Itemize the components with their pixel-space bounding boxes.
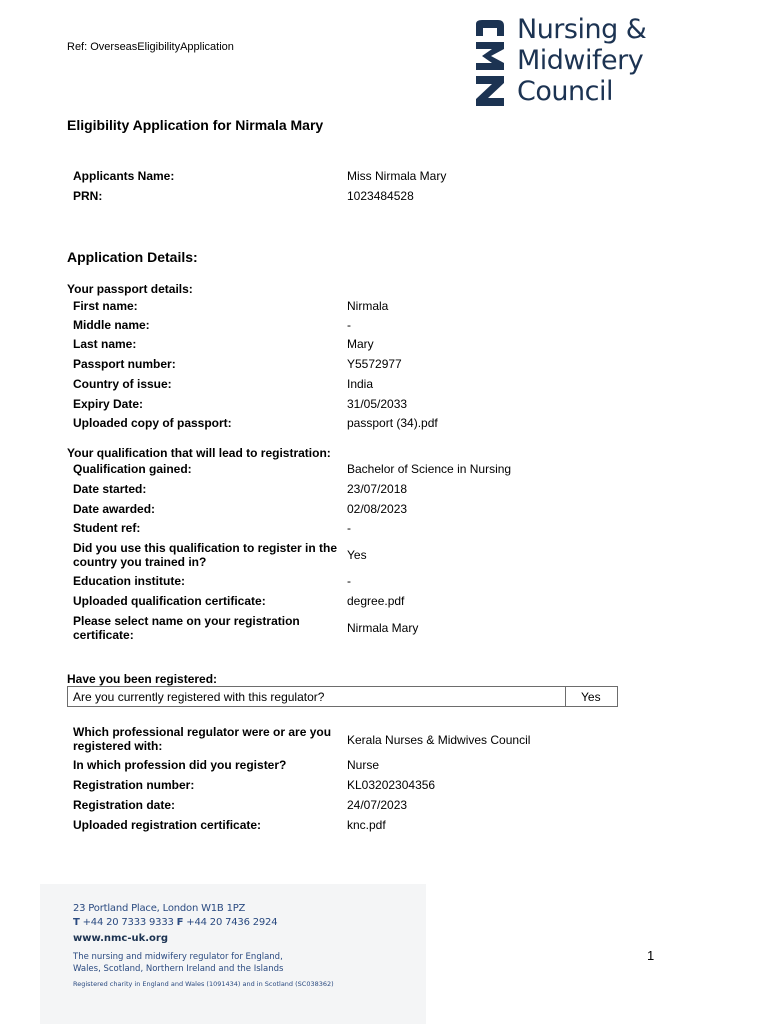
registration-date-label: Registration date: — [73, 798, 176, 812]
date-started-label: Date started: — [73, 482, 147, 496]
middle-name-label: Middle name: — [73, 318, 150, 332]
country-of-issue-value: India — [347, 377, 374, 391]
regulator-label: Which professional regulator were or are you registered with: — [73, 725, 332, 753]
date-awarded-value: 02/08/2023 — [347, 502, 408, 516]
date-started-value: 23/07/2018 — [347, 482, 408, 496]
middle-name-value: - — [347, 318, 351, 332]
registration-question-table — [67, 686, 618, 707]
nmc-logo — [468, 14, 668, 114]
footer-description-line-1: The nursing and midwifery regulator for England, — [73, 952, 283, 962]
applicant-name-value: Miss Nirmala Mary — [347, 169, 447, 183]
qualification-heading: Your qualification that will lead to registration: — [67, 446, 331, 460]
reference-text: Ref: OverseasEligibilityApplication — [67, 41, 234, 53]
nmc-logo-mark-icon — [472, 18, 508, 110]
prn-label: PRN: — [73, 189, 103, 203]
student-ref-value: - — [347, 521, 351, 535]
registration-date-value: 24/07/2023 — [347, 798, 408, 812]
student-ref-label: Student ref: — [73, 521, 141, 535]
expiry-date-value: 31/05/2033 — [347, 397, 408, 411]
used-to-register-value: Yes — [347, 548, 367, 562]
nmc-logo-text — [517, 14, 646, 107]
last-name-value: Mary — [347, 337, 374, 351]
registration-question: Are you currently registered with this regulator? — [73, 690, 325, 704]
logo-line-1: Nursing & — [517, 14, 647, 45]
qualification-gained-label: Qualification gained: — [73, 462, 192, 476]
applicant-name-label: Applicants Name: — [73, 169, 175, 183]
table-divider — [565, 687, 566, 706]
document-title: Eligibility Application for Nirmala Mary — [67, 117, 324, 133]
first-name-label: First name: — [73, 299, 138, 313]
fax-prefix: F — [176, 917, 184, 928]
tel-prefix: T — [73, 917, 80, 928]
fax-number: +44 20 7436 2924 — [186, 917, 278, 928]
registration-number-label: Registration number: — [73, 778, 195, 792]
education-institute-value: - — [347, 574, 351, 588]
last-name-label: Last name: — [73, 337, 137, 351]
passport-heading: Your passport details: — [67, 282, 193, 296]
expiry-date-label: Expiry Date: — [73, 397, 144, 411]
name-on-certificate-value: Nirmala Mary — [347, 621, 419, 635]
passport-number-value: Y5572977 — [347, 357, 402, 371]
prn-value: 1023484528 — [347, 189, 414, 203]
tel-number: +44 20 7333 9333 — [82, 917, 174, 928]
registration-answer: Yes — [581, 690, 601, 704]
qualification-certificate-label: Uploaded qualification certificate: — [73, 594, 266, 608]
registration-certificate-value: knc.pdf — [347, 818, 386, 832]
country-of-issue-label: Country of issue: — [73, 377, 172, 391]
qualification-certificate-value: degree.pdf — [347, 594, 405, 608]
page-number: 1 — [647, 948, 655, 963]
footer-charity-text: Registered charity in England and Wales (1091434) and in Scotland (SC038362) — [73, 980, 334, 988]
name-on-certificate-label: Please select name on your registration certificate: — [73, 614, 300, 642]
registration-certificate-label: Uploaded registration certificate: — [73, 818, 262, 832]
date-awarded-label: Date awarded: — [73, 502, 156, 516]
qualification-gained-value: Bachelor of Science in Nursing — [347, 462, 512, 476]
education-institute-label: Education institute: — [73, 574, 185, 588]
passport-copy-label: Uploaded copy of passport: — [73, 416, 232, 430]
passport-number-label: Passport number: — [73, 357, 176, 371]
footer-description-line-2: Wales, Scotland, Northern Ireland and the Islands — [73, 964, 284, 974]
section-title: Application Details: — [67, 249, 198, 265]
profession-value: Nurse — [347, 758, 380, 772]
logo-line-3: Council — [517, 76, 613, 107]
registration-number-value: KL03202304356 — [347, 778, 436, 792]
passport-copy-value: passport (34).pdf — [347, 416, 438, 430]
footer-website-link[interactable]: www.nmc-uk.org — [73, 933, 169, 944]
regulator-value: Kerala Nurses & Midwives Council — [347, 733, 531, 747]
logo-line-2: Midwifery — [517, 45, 644, 76]
first-name-value: Nirmala — [347, 299, 389, 313]
used-to-register-label: Did you use this qualification to register in the country you trained in? — [73, 541, 338, 569]
footer-address: 23 Portland Place, London W1B 1PZ — [73, 903, 246, 914]
footer-phone — [73, 917, 277, 928]
profession-label: In which profession did you register? — [73, 758, 287, 772]
registration-heading: Have you been registered: — [67, 672, 218, 686]
